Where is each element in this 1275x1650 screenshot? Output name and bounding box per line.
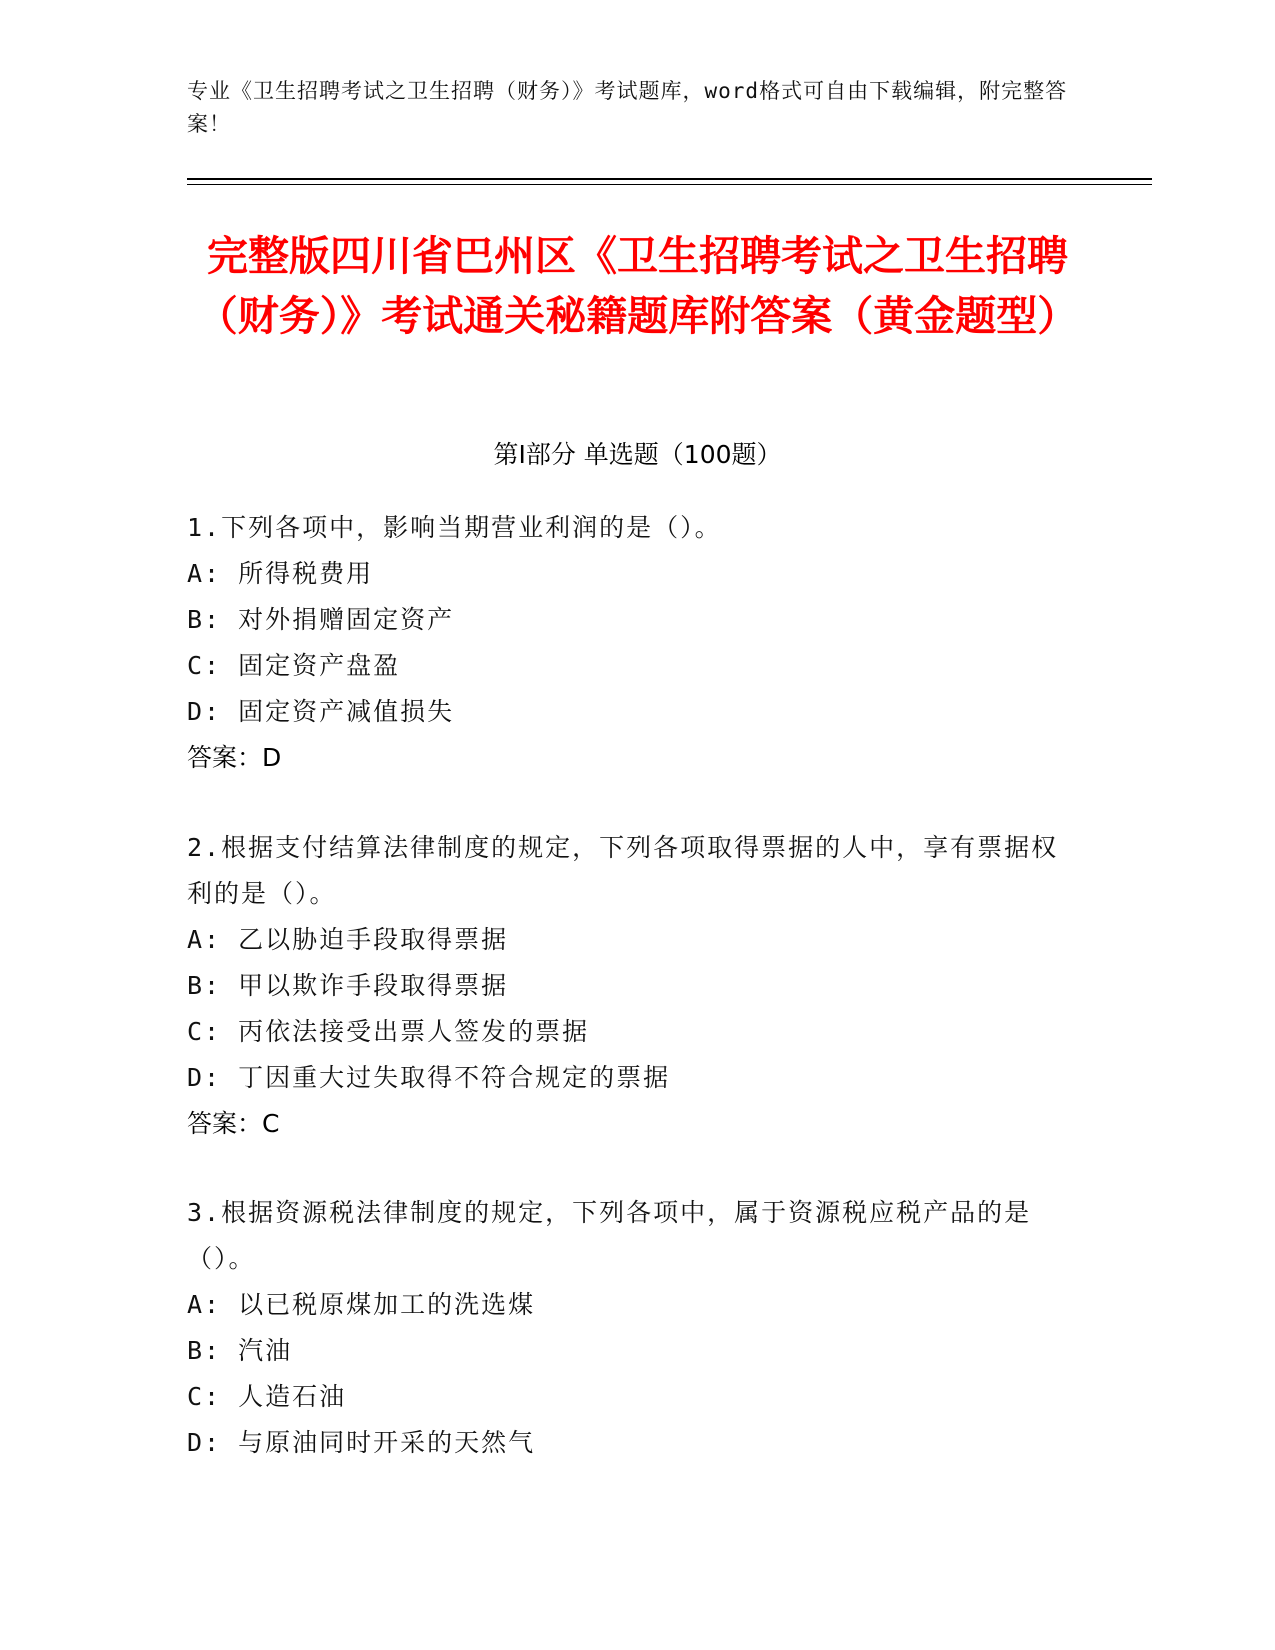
header-note: 专业《卫生招聘考试之卫生招聘（财务）》考试题库，word格式可自由下载编辑，附完整答案！ xyxy=(187,79,1068,136)
option-c: C: 固定资产盘盈 xyxy=(187,651,401,680)
option-c: C: 丙依法接受出票人签发的票据 xyxy=(187,1017,590,1046)
question-stem: 1.下列各项中，影响当期营业利润的是（）。 xyxy=(187,513,722,542)
question-1 xyxy=(187,505,1067,781)
option-c: C: 人造石油 xyxy=(187,1382,347,1411)
header-divider-thick xyxy=(187,178,1152,180)
option-a: A: 所得税费用 xyxy=(187,559,374,588)
document-title: 完整版四川省巴州区《卫生招聘考试之卫生招聘（财务）》考试通关秘籍题库附答案（黄金题型） xyxy=(196,232,1079,340)
section-title: 第I部分 单选题（100题） xyxy=(493,440,782,469)
question-stem: 3.根据资源税法律制度的规定，下列各项中，属于资源税应税产品的是（）。 xyxy=(187,1198,1032,1273)
header-divider-thin xyxy=(187,184,1152,185)
option-b: B: 汽油 xyxy=(187,1336,293,1365)
question-2 xyxy=(187,825,1067,1147)
option-a: A: 以已税原煤加工的洗选煤 xyxy=(187,1290,536,1319)
answer-label: 答案：D xyxy=(187,743,282,772)
question-3 xyxy=(187,1190,1067,1466)
answer-label: 答案：C xyxy=(187,1109,280,1138)
option-d: D: 固定资产减值损失 xyxy=(187,697,455,726)
option-b: B: 甲以欺诈手段取得票据 xyxy=(187,971,509,1000)
question-stem: 2.根据支付结算法律制度的规定，下列各项取得票据的人中，享有票据权利的是（）。 xyxy=(187,833,1059,908)
option-b: B: 对外捐赠固定资产 xyxy=(187,605,455,634)
option-d: D: 丁因重大过失取得不符合规定的票据 xyxy=(187,1063,671,1092)
option-a: A: 乙以胁迫手段取得票据 xyxy=(187,925,509,954)
option-d: D: 与原油同时开采的天然气 xyxy=(187,1428,536,1457)
